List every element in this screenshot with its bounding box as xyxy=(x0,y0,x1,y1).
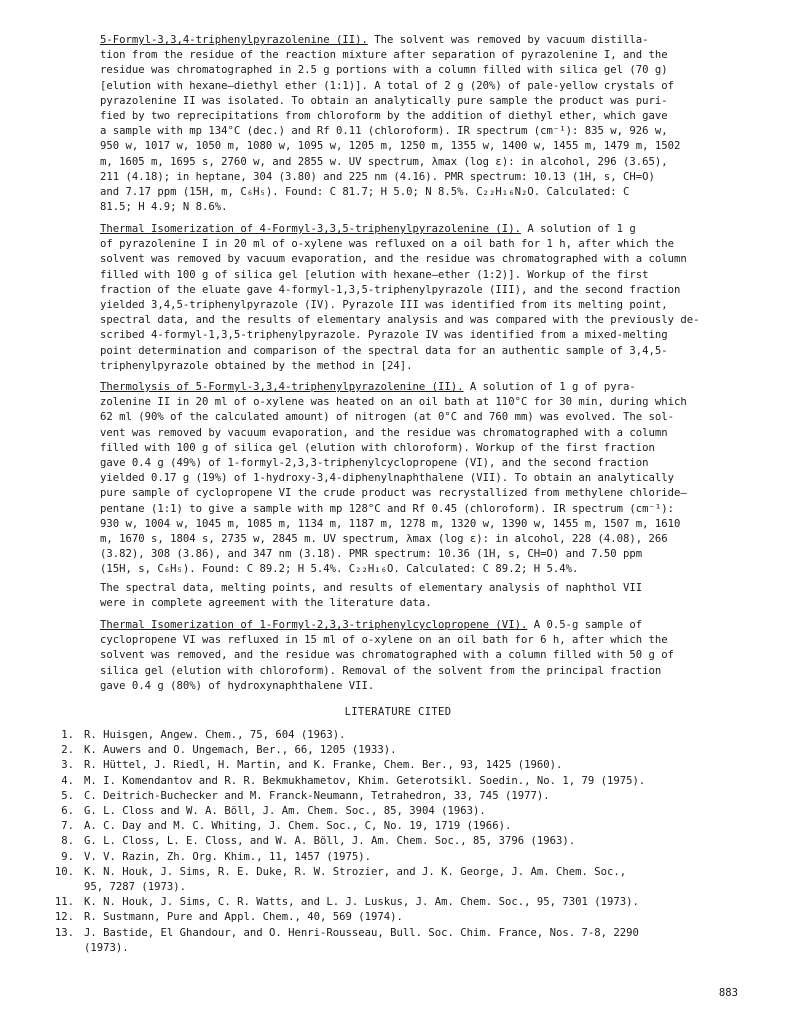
reference-item xyxy=(52,774,772,789)
reference-item xyxy=(52,926,772,956)
page-number: 883 xyxy=(718,987,738,999)
reference-text: K. N. Houk, J. Sims, C. R. Watts, and L. J. Luskus, J. Am. Chem. Soc., 95, 7301 (1973). xyxy=(84,896,639,909)
reference-number: 7. xyxy=(61,820,74,833)
reference-text: J. Bastide, El Ghandour, and O. Henri-Rousseau, Bull. Soc. Chim. France, Nos. 7-8, 2290 (1973). xyxy=(84,926,639,954)
reference-number: 10. xyxy=(54,865,74,878)
reference-text: R. Sustmann, Pure and Appl. Chem., 40, 569 (1974). xyxy=(84,911,403,924)
reference-text: K. N. Houk, J. Sims, R. E. Duke, R. W. Strozier, and J. K. George, J. Am. Chem. Soc., 95, 7287 (1973). xyxy=(84,865,627,894)
reference-text: M. I. Komendantov and R. R. Bekmukhametov, Khim. Geterotsikl. Soedin., No. 1, 79 (1975). xyxy=(84,774,646,787)
paragraph-body: The spectral data, melting points, and results of elementary analysis of naphthol VII were in complete agreement with the literature data. xyxy=(100,582,643,610)
reference-number: 9. xyxy=(61,850,74,863)
paragraph-body: A solution of 1 g of pyra- zolenine II in 20 ml of o-xylene was heated on an oil bath at 110°C for 30 min, during which 62 ml (90% of the calculated amount) of nitrogen (at 0°C and 760 mm) was evolved. The sol- vent was removed by vacuum evaporation, and the residue was chromatographed with a column filled with 100 g of silica gel (elution with chloroform). Workup of the first fraction gave 0.4 g (49%) of 1-formyl-2,3,3-triphenylcyclopropene (VI), and the second fraction yielded 0.17 g (19%) of 1-hydroxy-3,4-diphenylnaphthalene (VII). To obtain an analytically pure sample of cyclopropene VI the crude product was recrystallized from methylene chloride— pentane (1:1) to give a sample with mp 128°C and Rf 0.45 (chloroform). IR spectrum (cm⁻¹): 930 w, 1004 w, 1045 m, 1085 m, 1134 m, 1187 m, 1278 m, 1320 w, 1390 w, 1455 m, 1507 m, 1610 m, 1670 s, 1804 s, 2735 w, 2845 m. UV spectrum, λmax (log ε): in alcohol, 228 (4.08), 266 (3.82), 308 (3.86), and 347 nm (3.18). PMR spectrum: 10.36 (1H, s, CH=O) and 7.50 ppm (15H, s, C₆H₅). Found: C 89.2; H 5.4%. C₂₂H₁₆O. Calculated: C 89.2; H 5.4%. xyxy=(100,381,687,576)
paragraph-thermal-isomerization-vi xyxy=(100,618,760,694)
reference-number: 1. xyxy=(61,729,74,741)
reference-number: 2. xyxy=(61,744,74,757)
reference-item xyxy=(52,834,772,849)
reference-number: 5. xyxy=(61,789,74,802)
reference-item xyxy=(52,850,772,865)
reference-text: G. L. Closs, L. E. Closs, and W. A. Böll, J. Am. Chem. Soc., 85, 3796 (1963). xyxy=(84,835,576,848)
reference-item xyxy=(52,895,772,910)
reference-item xyxy=(52,789,772,804)
paragraph-title: 5-Formyl-3,3,4-triphenylpyrazolenine (II). xyxy=(100,34,368,46)
paragraph-thermal-isomerization-i xyxy=(100,222,760,374)
paragraph-body: The solvent was removed by vacuum distilla- tion from the residue of the reaction mixture after separation of pyrazolenine I, and the residue was chromatographed in 2.5 g portions with a column filled with silica gel (70 g) [elution with hexane—diethyl ether (1:1)]. A total of 2 g (20%) of pale-yellow crystals of pyrazolenine II was isolated. To obtain an analytically pure sample the product was puri- fied by two reprecipitations from chloroform by the addition of diethyl ether, which gave a sample with mp 134°C (dec.) and Rf 0.11 (chloroform). IR spectrum (cm⁻¹): 835 w, 926 w, 950 w, 1017 w, 1050 m, 1080 w, 1095 w, 1205 m, 1250 m, 1355 w, 1400 w, 1455 m, 1479 m, 1502 m, 1605 m, 1695 s, 2760 w, and 2855 w. UV spectrum, λmax (log ε): in alcohol, 296 (3.65), 211 (4.18); in heptane, 304 (3.80) and 225 nm (4.16). PMR spectrum: 10.13 (1H, s, CH=O) and 7.17 ppm (15H, m, C₆H₅). Found: C 81.7; H 5.0; N 8.5%. C₂₂H₁₆N₂O. Calculated: C 81.5; H 4.9; N 8.6%. xyxy=(100,34,681,214)
reference-text: R. Hüttel, J. Riedl, H. Martin, and K. Franke, Chem. Ber., 93, 1425 (1960). xyxy=(84,759,563,772)
reference-number: 8. xyxy=(61,835,74,848)
reference-item xyxy=(52,743,772,758)
reference-number: 3. xyxy=(61,759,74,772)
reference-item xyxy=(52,819,772,834)
reference-text: A. C. Day and M. C. Whiting, J. Chem. Soc., C, No. 19, 1719 (1966). xyxy=(84,820,512,833)
reference-number: 13. xyxy=(54,926,74,939)
paragraph-title: Thermolysis of 5-Formyl-3,3,4-triphenylpyrazolenine (II). xyxy=(100,381,464,393)
paragraph-body: A solution of 1 g of pyrazolenine I in 20 ml of o-xylene was refluxed on a oil bath for 1 h, after which the solvent was removed by vacuum evaporation, and the residue was chromatographed with a column filled with 100 g of silica gel [elution with hexane—ether (1:2)]. Workup of the first fraction of the eluate gave 4-formyl-1,3,5-triphenylpyrazole (III), and the second fraction yielded 3,4,5-triphenylpyrazole (IV). Pyrazole III was identified from its melting point, spectral data, and the results of elementary analysis and was compared with the previously de- scribed 4-formyl-1,3,5-triphenylpyrazole. Pyrazole IV was identified from a mixed-melting point determination and comparison of the spectral data for an authentic sample of 3,4,5- triphenylpyrazole obtained by the method in [24]. xyxy=(100,223,700,372)
reference-item xyxy=(52,910,772,925)
reference-item xyxy=(52,758,772,773)
reference-number: 11. xyxy=(54,896,74,909)
reference-item xyxy=(52,728,772,743)
reference-number: 6. xyxy=(61,805,74,818)
reference-list xyxy=(52,728,772,956)
reference-item xyxy=(52,865,772,895)
literature-heading: LITERATURE CITED xyxy=(344,706,452,718)
reference-item xyxy=(52,804,772,819)
paragraph-title: Thermal Isomerization of 4-Formyl-3,3,5-triphenylpyrazolenine (I). xyxy=(100,223,521,235)
paragraph-thermolysis-ii xyxy=(100,380,760,578)
paragraph-naphthol-vii xyxy=(100,581,760,611)
reference-number: 4. xyxy=(61,774,74,787)
reference-text: G. L. Closs and W. A. Böll, J. Am. Chem. Soc., 85, 3904 (1963). xyxy=(84,805,486,818)
reference-text: K. Auwers and O. Ungemach, Ber., 66, 1205 (1933). xyxy=(84,744,397,757)
paragraph-pyrazolenine-ii xyxy=(100,33,760,215)
reference-text: R. Huisgen, Angew. Chem., 75, 604 (1963). xyxy=(84,729,346,741)
reference-text: V. V. Razin, Zh. Org. Khim., 11, 1457 (1975). xyxy=(84,850,372,863)
paragraph-title: Thermal Isomerization of 1-Formyl-2,3,3-triphenylcyclopropene (VI). xyxy=(100,619,528,631)
paragraph-body: A 0.5-g sample of cyclopropene VI was refluxed in 15 ml of o-xylene on an oil bath for 6 h, after which the solvent was removed, and the residue was chromatographed with a column filled with 50 g of silica gel (elution with chloroform). Removal of the solvent from the principal fraction gave 0.4 g (80%) of hydroxynaphthalene VII. xyxy=(100,619,675,692)
reference-number: 12. xyxy=(54,911,74,924)
reference-text: C. Deitrich-Buchecker and M. Franck-Neumann, Tetrahedron, 33, 745 (1977). xyxy=(84,789,550,802)
